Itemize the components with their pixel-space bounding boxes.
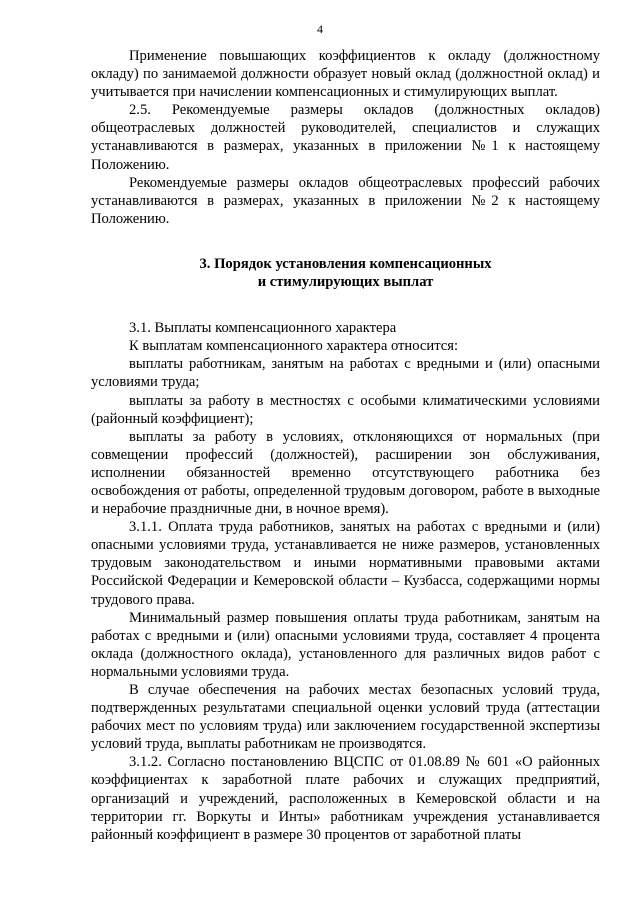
paragraph: Минимальный размер повышения оплаты труда работникам, занятым на работах с вредными и (или) опасными условиями труда, составляет 4 процента оклада (должностного оклада), установленного для различных видов работ с нормальными условиями труда. (91, 609, 600, 680)
section-3-heading-line-1: 3. Порядок установления компенсационных (199, 255, 492, 272)
paragraph: выплаты за работу в условиях, отклоняющихся от нормальных (при совмещении профессий (должностей), расширении зон обслуживания, исполнении обязанностей временно отсутствующего работника без освобождения от работы, определенной трудовым договором, работе в выходные и нерабочие праздничные дни, в ночное время). (91, 428, 600, 518)
paragraph: К выплатам компенсационного характера относится: (129, 338, 458, 355)
paragraph: 3.1.1. Оплата труда работников, занятых на работах с вредными и (или) опасными условиями труда, устанавливается не ниже размеров, установленных трудовым законодательством и иными нормативными правовыми актами Российской Федерации и Кемеровской области – Кузбасса, содержащими нормы трудового права. (91, 519, 600, 608)
section-3-body (91, 319, 600, 844)
page-number: 4 (317, 22, 323, 36)
paragraph: 2.5. Рекомендуемые размеры окладов (должностных окладов) общеотраслевых должностей руководителей, специалистов и служащих устанавливаются в размерах, указанных в приложении №1 к настоящему Положению. (91, 102, 600, 173)
section-2-continuation (91, 47, 600, 228)
section-3-heading-line-2: и стимулирующих выплат (257, 274, 434, 291)
document-body (91, 47, 600, 844)
paragraph: выплаты за работу в местностях с особыми климатическими условиями (районный коэффициент); (91, 392, 600, 427)
paragraph: 3.1. Выплаты компенсационного характера (129, 320, 397, 337)
paragraph: В случае обеспечения на рабочих местах безопасных условий труда, подтвержденных результатами специальной оценки условий труда (аттестации рабочих мест по условиям труда) или заключением государственной экспертизы условий труда, выплаты работникам не производятся. (91, 682, 600, 753)
paragraph: выплаты работникам, занятым на работах с вредными и (или) опасными условиями труда; (91, 356, 600, 391)
paragraph: Рекомендуемые размеры окладов общеотраслевых профессий рабочих устанавливаются в размерах, указанных в приложении №2 к настоящему Положению. (91, 174, 600, 227)
paragraph: Применение повышающих коэффициентов к окладу (должностному окладу) по занимаемой должности образует новый оклад (должностной оклад) и учитывается при начислении компенсационных и стимулирующих выплат. (91, 48, 600, 101)
section-3-heading (91, 255, 600, 291)
paragraph: 3.1.2. Согласно постановлению ВЦСПС от 01.08.89 № 601 «О районных коэффициентах к заработной плате рабочих и служащих предприятий, организаций и учреждений, расположенных в Кемеровской области и на территории гг. Воркуты и Инты» работникам учреждения устанавливается районный коэффициент в размере 30 процентов от заработной платы (91, 754, 600, 843)
